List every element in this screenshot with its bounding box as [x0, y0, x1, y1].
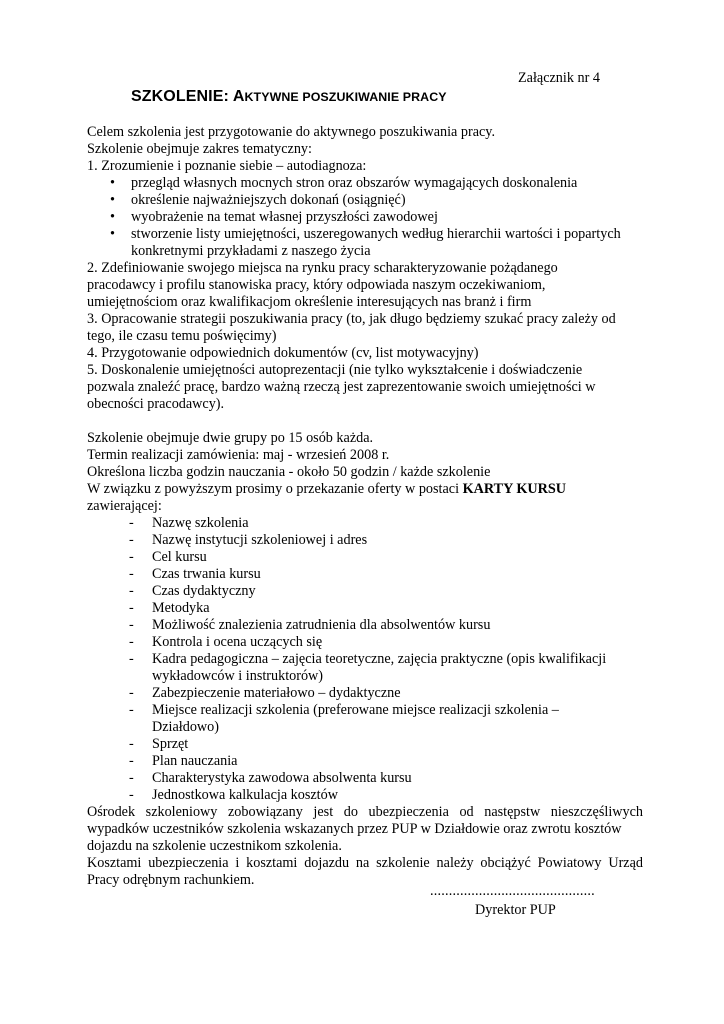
card-item-text: Cel kursu [152, 549, 207, 565]
bullet-item-4 [87, 226, 643, 243]
card-item-7 [87, 617, 643, 634]
topic-2-line-1: 2. Zdefiniowanie swojego miejsca na rynku pracy scharakteryzowanie pożądanego [87, 260, 558, 276]
topic-5-line-1: 5. Doskonalenie umiejętności autoprezentacji (nie tylko wykształcenie i doświadczenie [87, 362, 583, 378]
dash-marker: - [129, 651, 134, 667]
card-item-text: Sprzęt [152, 736, 189, 752]
topic-3-line-1: 3. Opracowanie strategii poszukiwania pracy (to, jak długo będziemy szukać pracy zależy od [87, 311, 616, 327]
dash-marker: - [129, 600, 134, 616]
card-item-text: Możliwość znalezienia zatrudnienia dla absolwentów kursu [152, 617, 491, 633]
card-item-1 [87, 515, 643, 532]
bullet-item-2 [87, 192, 643, 209]
info-hours: Określona liczba godzin nauczania - około 50 godzin / każde szkolenie [87, 464, 491, 480]
card-item-text: Nazwę instytucji szkoleniowej i adres [152, 532, 368, 548]
card-item-14 [87, 770, 643, 787]
title-part-b: KTYWNE POSZUKIWANIE PRACY [244, 90, 447, 104]
closing-line-5: Pracy odrębnym rachunkiem. [87, 872, 255, 888]
card-item-8 [87, 634, 643, 651]
dash-marker: - [129, 770, 134, 786]
page-title [131, 88, 447, 106]
card-item-11 [87, 702, 643, 719]
card-item-9-cont: wykładowców i instruktorów) [152, 668, 324, 684]
bullet-text: przegląd własnych mocnych stron oraz obszarów wymagających doskonalenia [131, 175, 578, 191]
dash-marker: - [129, 787, 134, 803]
request-text: W związku z powyższym prosimy o przekazanie oferty w postaci [87, 481, 463, 497]
request-bold-text: KARTY KURSU [462, 481, 566, 497]
topic-5-line-2: pozwala znaleźć pracę, bardzo ważną rzeczą jest zaprezentowanie swoich umiejętności w [87, 379, 596, 395]
card-item-text: Metodyka [152, 600, 210, 616]
info-request-cont: zawierającej: [87, 498, 162, 514]
dash-marker: - [129, 736, 134, 752]
card-item-2 [87, 532, 643, 549]
bullet-icon: • [110, 226, 115, 242]
info-groups: Szkolenie obejmuje dwie grupy po 15 osób każda. [87, 430, 374, 446]
bullet-item-3 [87, 209, 643, 226]
closing-line-1: Ośrodek szkoleniowy zobowiązany jest do ubezpieczenia od następstw nieszczęśliwych [87, 804, 643, 820]
info-term: Termin realizacji zamówienia: maj - wrzesień 2008 r. [87, 447, 390, 463]
card-item-text: Charakterystyka zawodowa absolwenta kursu [152, 770, 412, 786]
topic-5-line-3: obecności pracodawcy). [87, 396, 225, 412]
bullet-icon: • [110, 175, 115, 191]
bullet-item-1 [87, 175, 643, 192]
dash-marker: - [129, 685, 134, 701]
card-item-text: Kadra pedagogiczna – zajęcia teoretyczne, zajęcia praktyczne (opis kwalifikacji [152, 651, 607, 667]
card-item-text: Czas dydaktyczny [152, 583, 256, 599]
intro-line-1: Celem szkolenia jest przygotowanie do aktywnego poszukiwania pracy. [87, 124, 496, 140]
card-item-text: Jednostkowa kalkulacja kosztów [152, 787, 338, 803]
topic-1: 1. Zrozumienie i poznanie siebie – autodiagnoza: [87, 158, 367, 174]
card-item-9 [87, 651, 643, 668]
card-item-text: Miejsce realizacji szkolenia (preferowane miejsce realizacji szkolenia – [152, 702, 559, 718]
card-item-11-cont: Działdowo) [152, 719, 219, 735]
dash-marker: - [129, 532, 134, 548]
dash-marker: - [129, 702, 134, 718]
card-item-text: Kontrola i ocena uczących się [152, 634, 323, 650]
card-item-text: Czas trwania kursu [152, 566, 261, 582]
card-item-15 [87, 787, 643, 804]
dash-marker: - [129, 617, 134, 633]
card-item-6 [87, 600, 643, 617]
signature-line: ............................................ [430, 883, 595, 899]
topic-4: 4. Przygotowanie odpowiednich dokumentów (cv, list motywacyjny) [87, 345, 479, 361]
intro-line-2: Szkolenie obejmuje zakres tematyczny: [87, 141, 312, 157]
topic-3-line-2: tego, ile czasu temu poświęcimy) [87, 328, 277, 344]
spacer [87, 413, 643, 430]
bullet-item-4-cont: konkretnymi przykładami z naszego życia [131, 243, 371, 259]
dash-marker: - [129, 549, 134, 565]
dash-marker: - [129, 566, 134, 582]
topic-2-line-3: umiejętnościom oraz kwalifikacjom określenie interesujących nas branż i firm [87, 294, 532, 310]
info-request [87, 481, 643, 498]
card-item-3 [87, 549, 643, 566]
card-item-12 [87, 736, 643, 753]
dash-marker: - [129, 515, 134, 531]
bullet-text: wyobrażenie na temat własnej przyszłości zawodowej [131, 209, 438, 225]
signature-name: Dyrektor PUP [475, 902, 556, 918]
topic-2-line-2: pracodawcy i profilu stanowiska pracy, który odpowiada naszym oczekiwaniom, [87, 277, 546, 293]
card-item-text: Nazwę szkolenia [152, 515, 249, 531]
dash-marker: - [129, 753, 134, 769]
bullet-text: określenie najważniejszych dokonań (osiągnięć) [131, 192, 406, 208]
bullet-text: stworzenie listy umiejętności, uszeregowanych według hierarchii wartości i popartych [131, 226, 621, 242]
bullet-icon: • [110, 209, 115, 225]
card-item-4 [87, 566, 643, 583]
closing-line-3: dojazdu na szkolenie uczestnikom szkolenia. [87, 838, 342, 854]
bullet-icon: • [110, 192, 115, 208]
card-item-13 [87, 753, 643, 770]
closing-line-4: Kosztami ubezpieczenia i kosztami dojazdu na szkolenie należy obciążyć Powiatowy Urząd [87, 855, 643, 871]
card-item-text: Plan nauczania [152, 753, 238, 769]
card-item-5 [87, 583, 643, 600]
card-item-text: Zabezpieczenie materiałowo – dydaktyczne [152, 685, 401, 701]
annex-number: Załącznik nr 4 [518, 70, 600, 86]
dash-marker: - [129, 634, 134, 650]
title-part-a: SZKOLENIE: A [131, 88, 245, 105]
closing-line-2: wypadków uczestników szkolenia wskazanych przez PUP w Działdowie oraz zwrotu kosztów [87, 821, 622, 837]
document-body [87, 124, 643, 889]
card-item-10 [87, 685, 643, 702]
dash-marker: - [129, 583, 134, 599]
